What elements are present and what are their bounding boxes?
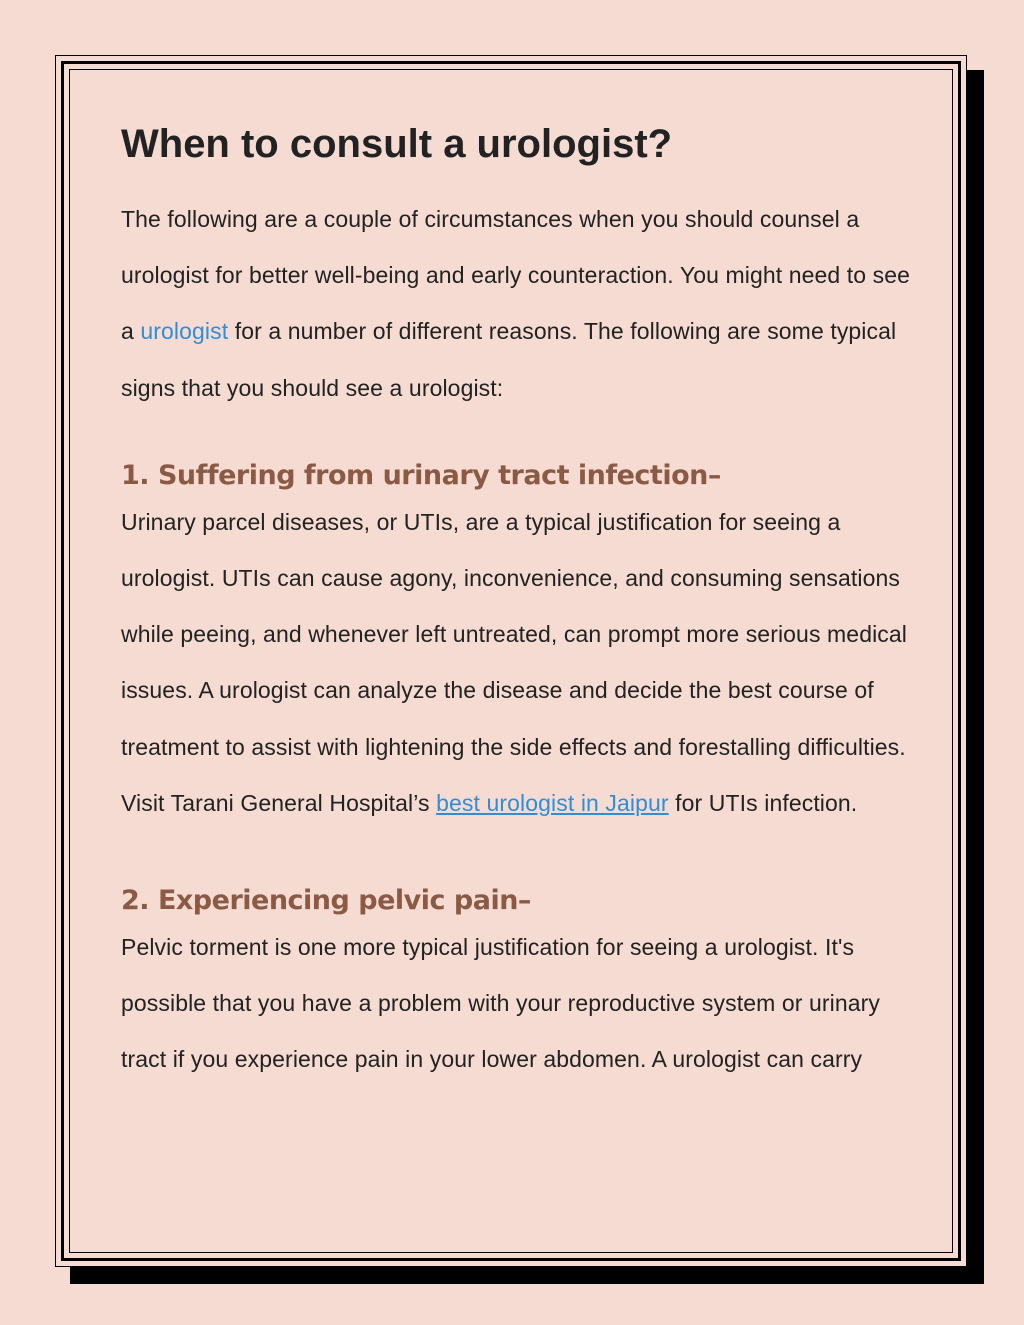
page-title: When to consult a urologist? (121, 122, 673, 166)
intro-text-before: The following are a couple of circumstances when you should counsel a urologist for better well-being and early counteraction. You might need to see a (121, 206, 911, 345)
section-1-text-after: for UTIs infection. (668, 789, 858, 816)
section-2-heading: 2. Experiencing pelvic pain– (121, 885, 531, 917)
intro-text-after: for a number of different reasons. The following are some typical signs that you should see a urologist: (121, 318, 897, 401)
section-1-paragraph (121, 494, 911, 831)
section-1-text-before: Urinary parcel diseases, or UTIs, are a typical justification for seeing a urologist. UTIs can cause agony, inconvenience, and consuming sensations while peeing, and whenever left untreated, can prompt more serious medical issues. A urologist can analyze the disease and decide the best course of treatment to assist with lightening the side effects and forestalling difficulties. Visit Tarani General Hospital’s (121, 508, 907, 816)
document-content (121, 118, 911, 1088)
intro-paragraph (121, 191, 911, 416)
best-urologist-link[interactable]: best urologist in Jaipur (436, 789, 669, 816)
section-1-heading: 1. Suffering from urinary tract infection– (121, 459, 721, 491)
urologist-link[interactable]: urologist (140, 318, 229, 345)
section-2-paragraph: Pelvic torment is one more typical justification for seeing a urologist. It's possible that you have a problem with your reproductive system or urinary tract if you experience pain in your lower abdomen. A urologist can carry (121, 934, 880, 1073)
